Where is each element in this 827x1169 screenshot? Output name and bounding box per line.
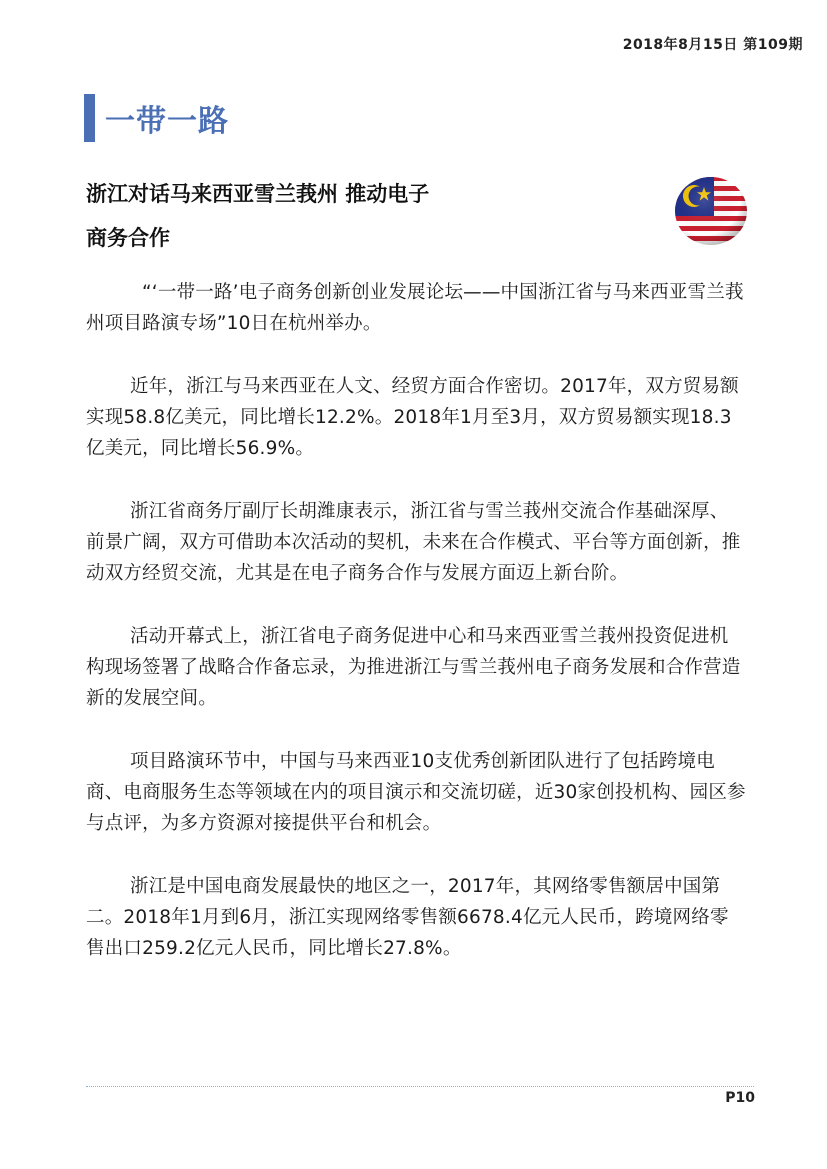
- headline-line-2: 商务合作: [86, 226, 170, 250]
- paragraph-5: 项目路演环节中，中国与马来西亚10支优秀创新团队进行了包括跨境电商、电商服务生态等领域在内的项目演示和交流切磋，近30家创投机构、园区参与点评，为多方资源对接提供平台和机会。: [86, 751, 746, 834]
- headline-line-1: 浙江对话马来西亚雪兰莪州 推动电子: [86, 182, 430, 206]
- paragraph-4: 活动开幕式上，浙江省电子商务促进中心和马来西亚雪兰莪州投资促进机构现场签署了战略合作备忘录，为推进浙江与雪兰莪州电子商务发展和合作营造新的发展空间。: [86, 626, 741, 709]
- paragraph-1: “‘一带一路’电子商务创新创业发展论坛——中国浙江省与马来西亚雪兰莪州项目路演专场”10日在杭州举办。: [86, 282, 744, 334]
- paragraph-3: 浙江省商务厅副厅长胡潍康表示，浙江省与雪兰莪州交流合作基础深厚、前景广阔，双方可借助本次活动的契机，未来在合作模式、平台等方面创新，推动双方经贸交流，尤其是在电子商务合作与发展方面迈上新台阶。: [86, 501, 741, 584]
- page-number: P10: [725, 1090, 755, 1106]
- section-header: [84, 94, 229, 142]
- footer-divider: [86, 1086, 754, 1087]
- paragraph-2: 近年，浙江与马来西亚在人文、经贸方面合作密切。2017年，双方贸易额实现58.8亿美元，同比增长12.2%。2018年1月至3月，双方贸易额实现18.3亿美元，同比增长56.9%。: [86, 376, 739, 459]
- paragraph-6: 浙江是中国电商发展最快的地区之一，2017年，其网络零售额居中国第二。2018年1月到6月，浙江实现网络零售额6678.4亿元人民币，跨境网络零售出口259.2亿元人民币，同比增长27.8%。: [86, 876, 729, 959]
- section-title: 一带一路: [105, 104, 229, 139]
- article-body: [86, 277, 746, 996]
- article-headline: [86, 172, 646, 260]
- section-accent-bar: [84, 94, 95, 142]
- malaysia-flag-ball-icon: [674, 176, 748, 246]
- issue-date: 2018年8月15日 第109期: [622, 37, 803, 53]
